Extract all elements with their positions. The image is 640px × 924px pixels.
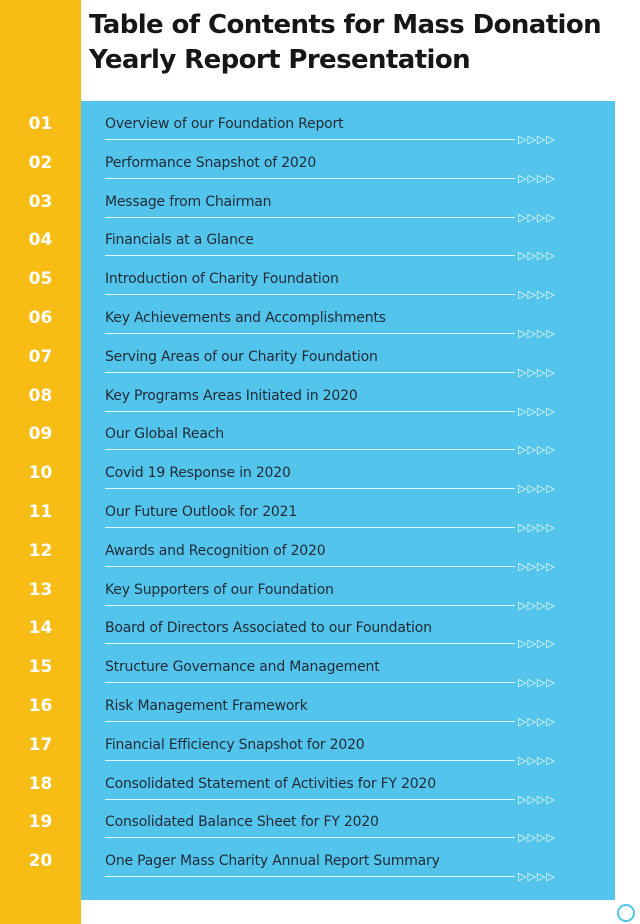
circle-icon (617, 904, 635, 922)
arrow-right-icon: ▷▷▷▷ (518, 443, 556, 457)
toc-item[interactable] (0, 766, 640, 805)
toc-item-number: 18 (28, 773, 53, 794)
toc-item-number: 05 (28, 269, 53, 290)
toc-item[interactable] (0, 572, 640, 611)
arrow-right-icon: ▷▷▷▷ (518, 559, 556, 573)
toc-item-number: 02 (28, 152, 53, 173)
toc-item-divider (105, 760, 515, 761)
arrow-right-icon: ▷▷▷▷ (518, 249, 556, 263)
toc-item-number: 04 (28, 230, 53, 251)
toc-item-divider (105, 876, 515, 877)
toc-item[interactable] (0, 339, 640, 378)
toc-item-divider (105, 294, 515, 295)
arrow-right-icon: ▷▷▷▷ (518, 753, 556, 767)
arrow-right-icon: ▷▷▷▷ (518, 327, 556, 340)
toc-item-divider (105, 721, 515, 722)
toc-item-number: 17 (28, 734, 53, 755)
toc-item-number: 03 (28, 191, 53, 212)
toc-item-label: Financials at a Glance (105, 232, 254, 249)
toc-item-label: Structure Governance and Management (105, 659, 380, 676)
toc-item-number: 01 (28, 114, 53, 134)
toc-item-label: Awards and Recognition of 2020 (105, 542, 326, 559)
toc-item-number: 15 (28, 657, 53, 678)
toc-item[interactable] (0, 145, 640, 184)
toc-item[interactable] (0, 184, 640, 223)
toc-item-divider (105, 643, 515, 644)
arrow-right-icon: ▷▷▷▷ (518, 521, 556, 534)
arrow-right-icon: ▷▷▷▷ (518, 831, 556, 845)
toc-item-label: Consolidated Balance Sheet for FY 2020 (105, 814, 379, 831)
toc-item-number: 09 (28, 424, 53, 445)
toc-item-label: Key Achievements and Accomplishments (105, 310, 386, 326)
toc-item-divider (105, 527, 515, 528)
toc-item-divider (105, 566, 515, 567)
arrow-right-icon: ▷▷▷▷ (518, 210, 556, 224)
toc-item-divider (105, 139, 515, 140)
arrow-right-icon: ▷▷▷▷ (518, 365, 556, 379)
toc-item-divider (105, 255, 515, 256)
toc-item-number: 07 (28, 346, 53, 367)
toc-item-number: 10 (28, 463, 53, 484)
toc-item-number: 12 (28, 540, 53, 561)
toc-item-label: One Pager Mass Charity Annual Report Summary (105, 853, 440, 870)
toc-item-divider (105, 178, 515, 179)
toc-item-number: 06 (28, 308, 53, 328)
toc-item[interactable] (0, 300, 640, 339)
toc-item-divider (105, 837, 515, 838)
toc-item-number: 19 (28, 812, 53, 833)
arrow-right-icon: ▷▷▷▷ (518, 792, 556, 806)
toc-item[interactable] (0, 533, 640, 572)
arrow-right-icon: ▷▷▷▷ (518, 598, 556, 612)
toc-item-divider (105, 488, 515, 489)
arrow-right-icon: ▷▷▷▷ (518, 288, 556, 302)
toc-item[interactable] (0, 494, 640, 533)
toc-item-divider (105, 449, 515, 450)
toc-item-label: Introduction of Charity Foundation (105, 271, 339, 288)
toc-item[interactable] (0, 378, 640, 417)
toc-item-label: Key Programs Areas Initiated in 2020 (105, 387, 358, 404)
toc-item-divider (105, 217, 515, 218)
toc-item[interactable] (0, 106, 640, 145)
toc-item-label: Serving Areas of our Charity Foundation (105, 348, 378, 365)
toc-item-divider (105, 605, 515, 606)
arrow-right-icon: ▷▷▷▷ (518, 676, 556, 690)
toc-item-number: 16 (28, 696, 53, 716)
toc-item-label: Covid 19 Response in 2020 (105, 465, 291, 482)
toc-item-label: Performance Snapshot of 2020 (105, 154, 317, 171)
toc-item[interactable] (0, 727, 640, 766)
toc-item-label: Our Global Reach (105, 426, 224, 443)
arrow-right-icon: ▷▷▷▷ (518, 715, 556, 728)
toc-item-label: Message from Chairman (105, 193, 272, 210)
toc-item-label: Key Supporters of our Foundation (105, 581, 334, 598)
toc-item-divider (105, 333, 515, 334)
arrow-right-icon: ▷▷▷▷ (518, 870, 556, 884)
toc-item[interactable] (0, 688, 640, 727)
toc-item[interactable] (0, 222, 640, 261)
arrow-right-icon: ▷▷▷▷ (518, 133, 556, 146)
toc-item[interactable] (0, 261, 640, 300)
toc-item-label: Our Future Outlook for 2021 (105, 504, 298, 520)
toc-item[interactable] (0, 610, 640, 649)
toc-item-divider (105, 411, 515, 412)
toc-item-divider (105, 682, 515, 683)
toc-item-divider (105, 799, 515, 800)
toc-item-label: Overview of our Foundation Report (105, 116, 344, 132)
toc-item-divider (105, 372, 515, 373)
toc-item[interactable] (0, 455, 640, 494)
arrow-right-icon: ▷▷▷▷ (518, 482, 556, 496)
toc-item-number: 13 (28, 579, 53, 600)
toc-item[interactable] (0, 804, 640, 843)
page-title: Table of Contents for Mass Donation Yearly Report Presentation (89, 10, 602, 75)
toc-item-number: 08 (28, 385, 53, 406)
toc-item-label: Consolidated Statement of Activities for FY 2020 (105, 775, 436, 792)
toc-item-number: 20 (28, 851, 53, 872)
toc-item-label: Risk Management Framework (105, 698, 308, 714)
toc-item[interactable] (0, 416, 640, 455)
toc-item-label: Financial Efficiency Snapshot for 2020 (105, 736, 365, 753)
toc-item-number: 11 (28, 502, 53, 522)
arrow-right-icon: ▷▷▷▷ (518, 637, 556, 651)
toc-item-number: 14 (28, 618, 53, 639)
toc-item[interactable] (0, 843, 640, 882)
toc-item-label: Board of Directors Associated to our Foundation (105, 620, 432, 637)
arrow-right-icon: ▷▷▷▷ (518, 171, 556, 185)
arrow-right-icon: ▷▷▷▷ (518, 404, 556, 418)
toc-item[interactable] (0, 649, 640, 688)
